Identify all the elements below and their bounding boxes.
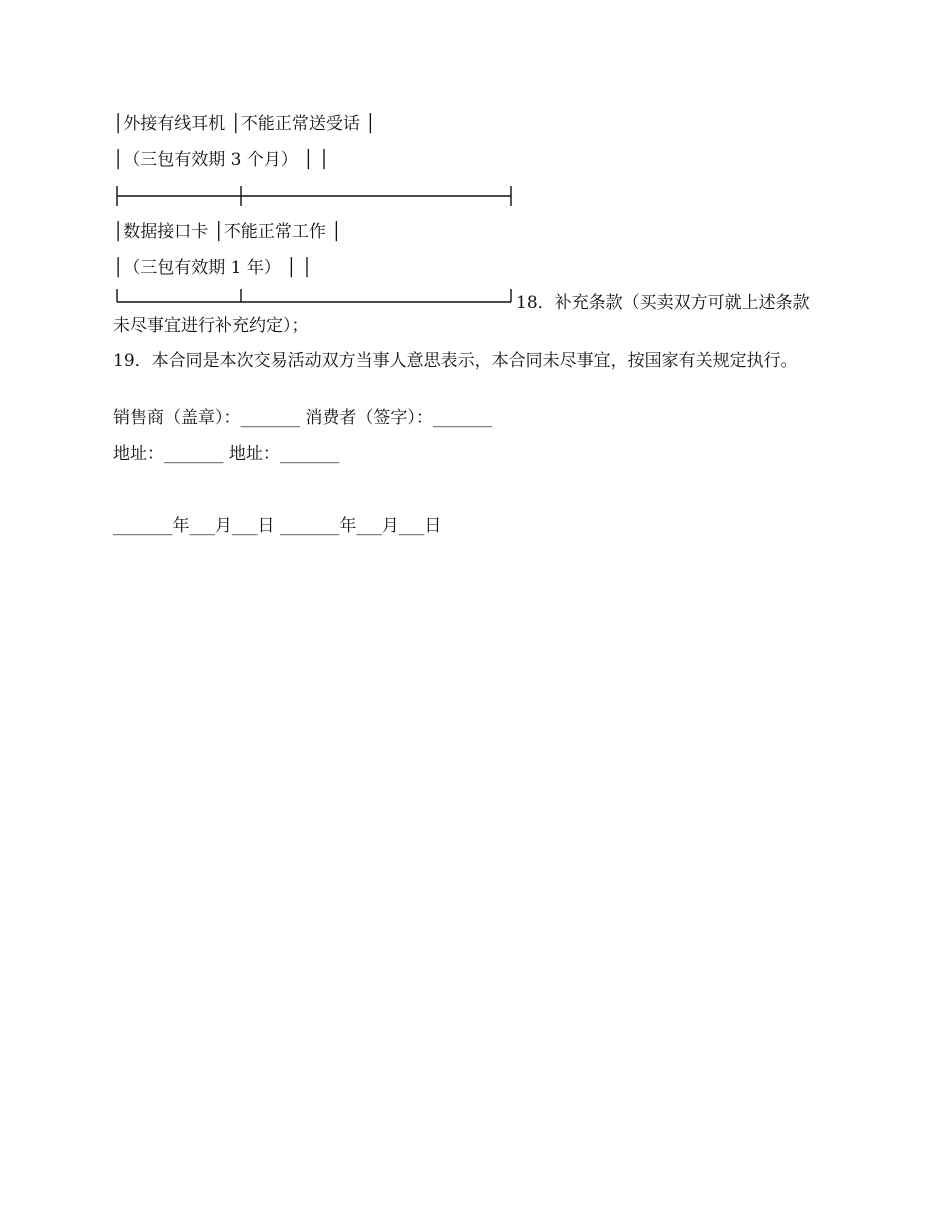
table-separator [113,184,515,208]
signature-line: 销售商（盖章）：_______ 消费者（签字）：_______ [113,408,493,428]
table-bottom-border [113,287,515,307]
clause-18-continuation: 未尽事宜进行补充约定）； [113,316,309,336]
clause-19: 19．本合同是本次交易活动双方当事人意思表示，本合同未尽事宜，按国家有关规定执行。 [113,351,798,371]
table-row-data-card-warranty: │（三包有效期 1 年） │ │ [113,258,313,278]
date-line: _______年___月___日 _______年___月___日 [113,516,442,536]
table-row-headset: │外接有线耳机 │不能正常送受话 │ [113,114,376,134]
clause-18-heading: 18．补充条款（买卖双方可就上述条款 [516,293,810,313]
address-line: 地址：_______ 地址：_______ [113,444,340,464]
table-row-data-card: │数据接口卡 │不能正常工作 │ [113,222,342,242]
table-row-headset-warranty: │（三包有效期 3 个月） │ │ [113,150,330,170]
